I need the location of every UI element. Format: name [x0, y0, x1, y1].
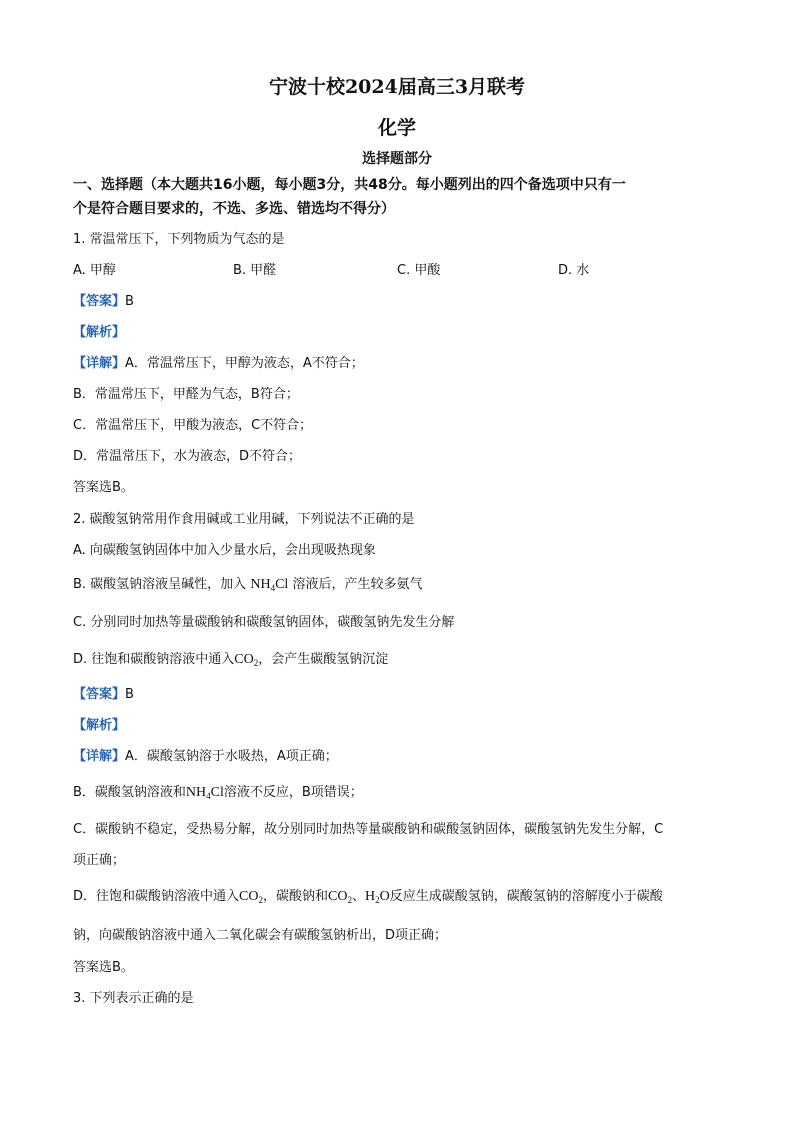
q2-detail-b-post: 溶液不反应，B项错误； — [223, 785, 363, 800]
q2-option-b-pre: B. 碳酸氢钠溶液呈碱性，加入 — [73, 577, 247, 592]
q2-detail-d-line2: 钠，向碳酸钠溶液中通入二氧化碳会有碳酸氢钠析出，D项正确； — [73, 928, 448, 943]
co2-sub: 2 — [253, 658, 259, 668]
q2-analysis-tag: 【解析】 — [73, 718, 126, 733]
q2-detail-d-post: 反应生成碳酸氢钠，碳酸氢钠的溶解度小于碳酸 — [389, 889, 663, 904]
o-text: O — [379, 889, 390, 904]
q1-analysis-tag: 【解析】 — [73, 325, 126, 340]
part-title: 选择题部分 — [362, 151, 432, 167]
answer-tag: 【答案】 — [73, 687, 126, 702]
nh4-sub: 4 — [206, 791, 211, 801]
q1-detail-d: D．常温常压下，水为液态，D不符合； — [73, 449, 302, 464]
q2-option-d-post: ，会产生碳酸氢钠沉淀 — [258, 652, 389, 667]
formula-nh4cl — [186, 785, 224, 800]
q1-option-b: B. 甲醛 — [233, 263, 277, 278]
q2-option-d-pre: D. 往饱和碳酸钠溶液中通入 — [73, 652, 235, 667]
q2-detail-b — [73, 781, 363, 801]
co2-sub: 2 — [347, 895, 352, 905]
q2-detail-d-sep: 、 — [351, 889, 365, 904]
subject-title: 化学 — [377, 117, 416, 139]
detail-tag: 【详解】 — [73, 749, 126, 764]
detail-text: A．常温常压下，甲醇为液态，A不符合； — [125, 356, 364, 371]
formula-h2o — [365, 889, 390, 904]
co-text: CO — [327, 889, 348, 904]
formula-nh4cl — [250, 577, 288, 592]
answer-tag: 【答案】 — [73, 294, 126, 309]
co-text: CO — [234, 652, 254, 667]
q1-detail-b: B．常温常压下，甲醛为气态，B符合； — [73, 387, 299, 402]
q2-detail-d-pre: D．往饱和碳酸钠溶液中通入 — [73, 889, 240, 904]
q3-stem: 3. 下列表示正确的是 — [73, 991, 194, 1006]
detail-tag: 【详解】 — [73, 356, 126, 371]
q2-option-b-post: 溶液后，产生较多氨气 — [292, 577, 423, 592]
cl-text: Cl — [275, 577, 289, 592]
answer-value: B — [125, 294, 134, 309]
detail-text: A．碳酸氢钠溶于水吸热，A项正确； — [125, 749, 338, 764]
q1-option-c: C. 甲酸 — [397, 263, 441, 278]
h2-sub: 2 — [375, 895, 380, 905]
q1-option-a: A. 甲醇 — [73, 263, 116, 278]
q2-detail-c-line1: C．碳酸钠不稳定，受热易分解，故分别同时加热等量碳酸钠和碳酸氢钠固体，碳酸氢钠先发生分解，C — [73, 822, 664, 837]
section-heading-line2: 个是符合题目要求的，不选、多选、错选均不得分） — [73, 201, 395, 217]
q1-conclusion: 答案选B。 — [73, 480, 134, 495]
exam-title: 宁波十校2024届高三3月联考 — [268, 76, 526, 98]
nh-text: NH — [185, 785, 207, 800]
cl-text: Cl — [210, 785, 224, 800]
formula-co2 — [239, 889, 263, 904]
q2-option-b — [73, 573, 422, 593]
q1-answer — [73, 290, 134, 309]
h-text: H — [364, 889, 376, 904]
q1-option-d: D. 水 — [558, 263, 590, 278]
q1-detail-a — [73, 352, 364, 371]
q1-detail-c: C．常温常压下，甲酸为液态，C不符合； — [73, 418, 313, 433]
formula-co2 — [328, 889, 352, 904]
co2-sub: 2 — [258, 895, 263, 905]
co-text: CO — [239, 889, 259, 904]
q2-detail-b-pre: B．碳酸氢钠溶液和 — [73, 785, 186, 800]
nh4-sub: 4 — [270, 583, 276, 593]
q2-detail-c-line2: 项正确； — [73, 853, 126, 868]
q2-conclusion: 答案选B。 — [73, 960, 134, 975]
q1-stem: 1. 常温常压下，下列物质为气态的是 — [73, 232, 285, 247]
q2-detail-a — [73, 745, 338, 764]
q2-option-a: A. 向碳酸氢钠固体中加入少量水后，会出现吸热现象 — [73, 543, 376, 558]
q2-answer — [73, 683, 134, 702]
q2-option-c: C. 分别同时加热等量碳酸钠和碳酸氢钠固体，碳酸氢钠先发生分解 — [73, 615, 455, 630]
formula-co2 — [234, 652, 258, 667]
q2-detail-d-line1 — [73, 885, 663, 905]
q2-option-d — [73, 648, 388, 668]
section-heading-line1: 一、选择题（本大题共16小题，每小题3分，共48分。每小题列出的四个备选项中只有一 — [73, 177, 626, 193]
q2-stem: 2. 碳酸氢钠常用作食用碱或工业用碱，下列说法不正确的是 — [73, 512, 415, 527]
nh-text: NH — [250, 577, 271, 592]
answer-value: B — [125, 687, 134, 702]
q2-detail-d-mid: ，碳酸钠和 — [262, 889, 328, 904]
